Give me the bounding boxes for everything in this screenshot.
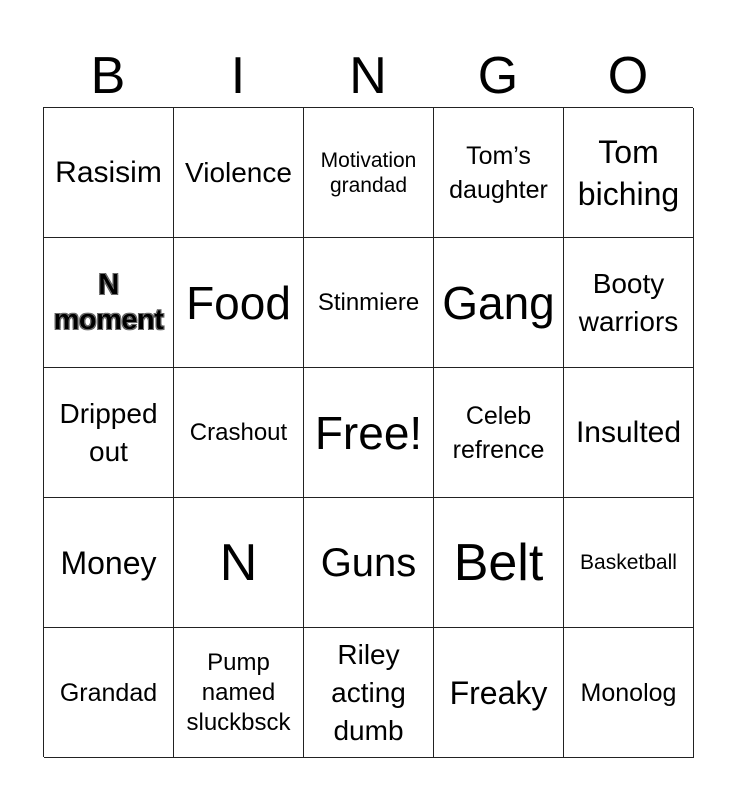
bingo-cell[interactable] (304, 498, 434, 628)
cell-text: Crashout (189, 418, 288, 446)
cell-text: Food (186, 276, 291, 329)
cell-text: Rasisim (55, 156, 162, 189)
bingo-cell[interactable] (434, 238, 564, 368)
bingo-cell[interactable] (434, 498, 564, 628)
bingo-cell[interactable] (564, 108, 694, 238)
cell-text: Freaky (449, 674, 548, 711)
bingo-cell[interactable] (304, 628, 434, 758)
header-letter-b: B (90, 47, 126, 105)
cell-text: N moment (53, 268, 164, 336)
cell-text: Basketball (580, 551, 677, 574)
header-letter-o: O (607, 47, 649, 105)
cell-text: Gang (442, 276, 555, 329)
bingo-cell[interactable] (564, 238, 694, 368)
bingo-cell[interactable] (44, 238, 174, 368)
cell-text: Money (60, 544, 157, 581)
cell-text: Grandad (59, 678, 158, 707)
bingo-cell[interactable] (174, 368, 304, 498)
bingo-cell[interactable] (304, 238, 434, 368)
cell-text: Booty warriors (578, 267, 679, 337)
bingo-cell[interactable] (44, 108, 174, 238)
bingo-cell[interactable] (174, 238, 304, 368)
cell-text: Violence (185, 156, 292, 188)
cell-text: Monolog (580, 678, 677, 707)
cell-text: N (219, 533, 258, 592)
bingo-header (43, 44, 693, 108)
header-letter-i: I (230, 47, 246, 105)
cell-text: Insulted (575, 416, 682, 449)
bingo-cell[interactable] (174, 108, 304, 238)
bingo-cell[interactable] (174, 498, 304, 628)
header-letter-g: G (477, 47, 519, 105)
cell-text: Dripped out (59, 397, 158, 467)
free-space-text: Free! (314, 406, 423, 459)
cell-text: Motivation grandad (320, 148, 417, 197)
bingo-cell[interactable] (44, 628, 174, 758)
bingo-cell[interactable] (44, 498, 174, 628)
free-space-cell[interactable] (304, 368, 434, 498)
cell-text: Riley acting dumb (331, 638, 406, 746)
bingo-cell[interactable] (44, 368, 174, 498)
bingo-cell[interactable] (304, 108, 434, 238)
bingo-cell[interactable] (434, 108, 564, 238)
bingo-cell[interactable] (564, 628, 694, 758)
cell-text: Stinmiere (317, 288, 420, 316)
cell-text: Guns (320, 540, 417, 585)
bingo-cell[interactable] (434, 628, 564, 758)
cell-text: Tom biching (577, 133, 680, 212)
cell-text: Celeb refrence (452, 401, 545, 464)
cell-text: Belt (453, 533, 544, 592)
cell-text: Tom’s daughter (449, 141, 548, 204)
header-letter-n: N (349, 47, 387, 105)
bingo-cell[interactable] (174, 628, 304, 758)
cell-text: Pump named sluckbsck (186, 648, 291, 736)
bingo-cell[interactable] (434, 368, 564, 498)
bingo-cell[interactable] (564, 498, 694, 628)
bingo-grid (43, 107, 693, 757)
bingo-cell[interactable] (564, 368, 694, 498)
